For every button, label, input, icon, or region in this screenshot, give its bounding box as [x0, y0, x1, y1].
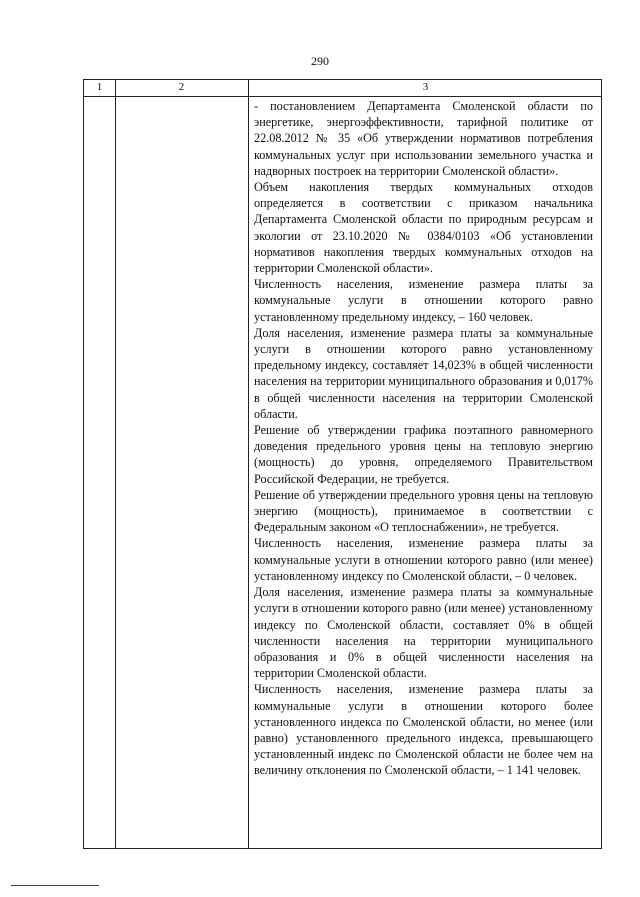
- paragraph: Решение об утверждении графика поэтапного равномерного доведения предельного уровня цены на тепловую энергию (мощность) до уровня, определяемого Правительством Российской Федерации, не требуется.: [254, 423, 593, 486]
- paragraph: Численность населения, изменение размера платы за коммунальные услуги в отношении которого равно установленному предельному индексу, – 160 человек.: [254, 277, 593, 324]
- paragraph: Доля населения, изменение размера платы за коммунальные услуги в отношении которого равно установленному предельному индексу, составляет 14,023% в общей численности населения на территории муниципального образования и 0,017% в общей численности населения на территории Смоленской области.: [254, 325, 593, 421]
- content-cell: [248, 98, 601, 779]
- paragraph: Решение об утверждении предельного уровня цены на тепловую энергию (мощность), принимаемое в соответствии с Федеральным законом «О теплоснабжении», не требуется.: [254, 487, 593, 535]
- paragraph: Численность населения, изменение размера платы за коммунальные услуги в отношении которого более установленного индекса по Смоленской области, но менее (или равно) установленного предельного индекса, превышающего установленный индекс по Смоленской области не более чем на величину отклонения по Смоленской области, – 1 141 человек.: [254, 682, 593, 778]
- footnote-separator: [11, 885, 99, 886]
- paragraph: Объем накопления твердых коммунальных отходов определяется в соответствии с приказом начальника Департамента Смоленской области по природным ресурсам и экологии от 23.10.2020 № 0384/0103 «Об установлении нормативов накопления твердых коммунальных отходов на территории Смоленской области».: [254, 180, 593, 276]
- paragraph: Доля населения, изменение размера платы за коммунальные услуги в отношении которого равно (или менее) установленному индексу по Смоленской области, составляет 0% в общей численности населения на территории муниципального образования и 0% в общей численности населения на территории Смоленской области.: [254, 585, 593, 681]
- paragraph: Численность населения, изменение размера платы за коммунальные услуги в отношении которого равно (или менее) установленному индексу по Смоленской области, – 0 человек.: [254, 536, 593, 583]
- paragraph: - постановлением Департамента Смоленской области по энергетике, энергоэффективности, тарифной политике от 22.08.2012 № 35 «Об утверждении нормативов потребления коммунальных услуг при использовании земельного участка и надворных построек на территории Смоленской области».: [254, 99, 593, 178]
- column-header-1: 1: [96, 81, 103, 93]
- column-divider-1: [115, 80, 116, 848]
- column-header-2: 2: [178, 81, 185, 93]
- page-number: 290: [311, 54, 329, 68]
- table-header-row: [84, 80, 601, 97]
- document-table: [83, 79, 602, 849]
- column-header-3: 3: [422, 81, 429, 93]
